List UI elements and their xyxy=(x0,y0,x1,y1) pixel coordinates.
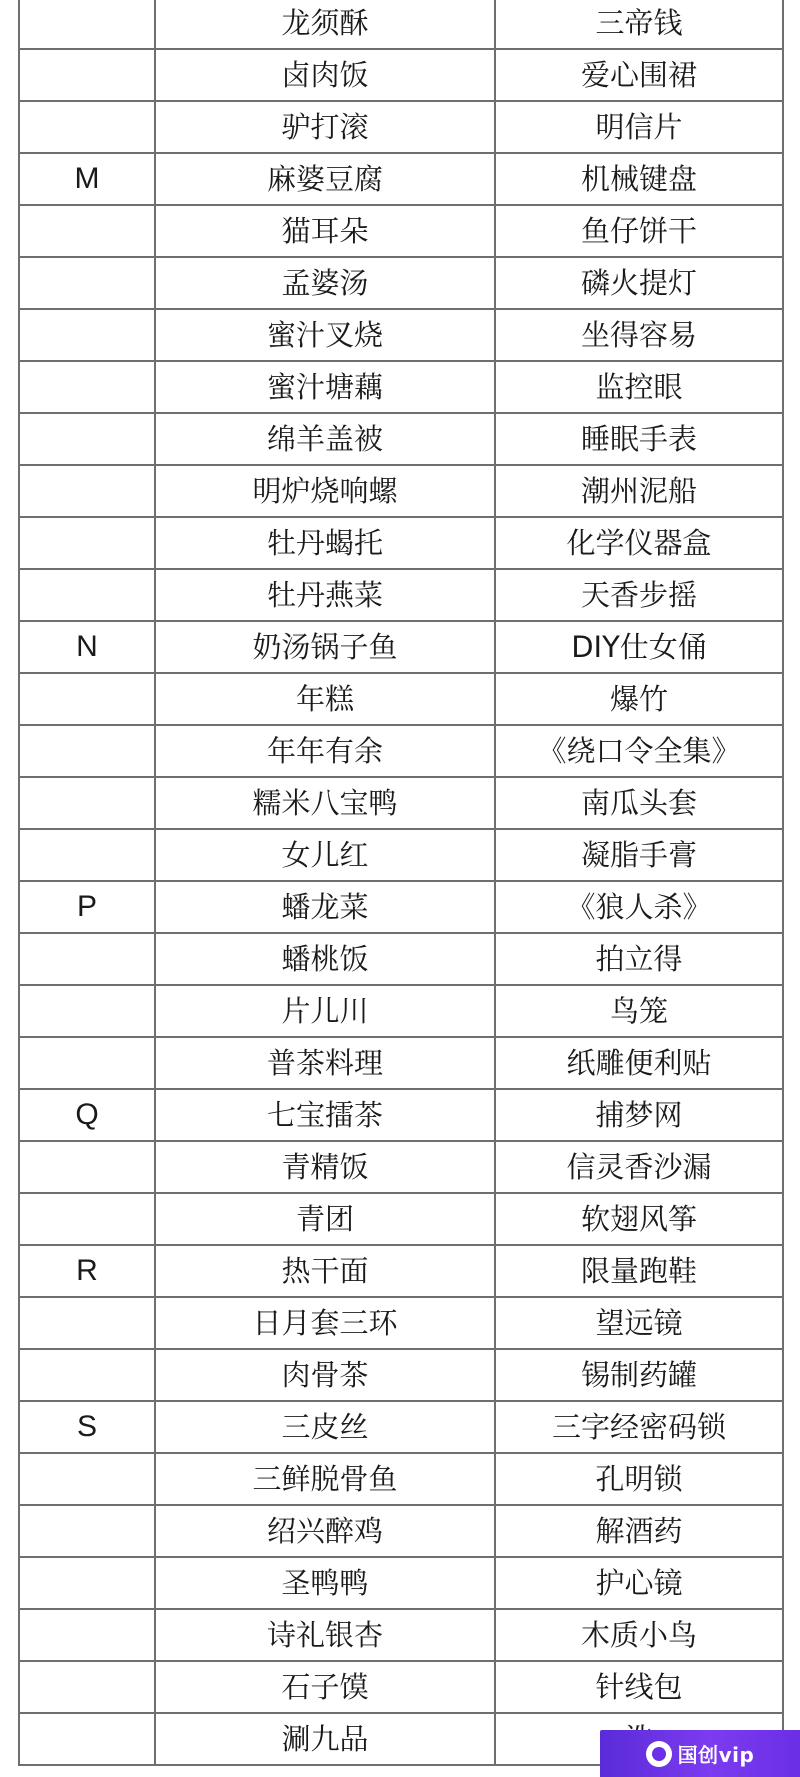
index-letter-cell xyxy=(19,361,155,413)
gift-name-cell: 限量跑鞋 xyxy=(495,1245,783,1297)
table-row xyxy=(19,1453,783,1505)
dish-name-cell: 绍兴醉鸡 xyxy=(155,1505,495,1557)
index-letter-cell xyxy=(19,1609,155,1661)
dish-name-cell: 糯米八宝鸭 xyxy=(155,777,495,829)
index-letter-cell xyxy=(19,1557,155,1609)
index-letter-cell xyxy=(19,465,155,517)
dish-name-cell: 猫耳朵 xyxy=(155,205,495,257)
dish-name-cell: 蜜汁叉烧 xyxy=(155,309,495,361)
dish-name-cell: 三皮丝 xyxy=(155,1401,495,1453)
dish-name-cell: 奶汤锅子鱼 xyxy=(155,621,495,673)
dish-name-cell: 热干面 xyxy=(155,1245,495,1297)
dish-name-cell: 年年有余 xyxy=(155,725,495,777)
table-row xyxy=(19,205,783,257)
gift-name-cell: 坐得容易 xyxy=(495,309,783,361)
index-letter-cell xyxy=(19,725,155,777)
table-row xyxy=(19,49,783,101)
gift-name-cell: 爱心围裙 xyxy=(495,49,783,101)
dish-name-cell: 驴打滚 xyxy=(155,101,495,153)
gift-name-cell: 护心镜 xyxy=(495,1557,783,1609)
table-row xyxy=(19,1609,783,1661)
table-row xyxy=(19,985,783,1037)
table-row xyxy=(19,777,783,829)
table-row xyxy=(19,1505,783,1557)
gift-name-cell: 针线包 xyxy=(495,1661,783,1713)
table-row xyxy=(19,1297,783,1349)
table-row xyxy=(19,101,783,153)
index-letter-cell xyxy=(19,49,155,101)
index-letter-cell xyxy=(19,829,155,881)
index-letter-cell xyxy=(19,0,155,49)
dish-name-cell: 牡丹燕菜 xyxy=(155,569,495,621)
gift-name-cell: 软翅风筝 xyxy=(495,1193,783,1245)
dish-name-cell: 蟠龙菜 xyxy=(155,881,495,933)
gift-name-cell: 拍立得 xyxy=(495,933,783,985)
dish-name-cell: 肉骨茶 xyxy=(155,1349,495,1401)
table-row xyxy=(19,0,783,49)
gift-name-cell: 天香步摇 xyxy=(495,569,783,621)
index-letter-cell: Q xyxy=(19,1089,155,1141)
index-letter-cell: R xyxy=(19,1245,155,1297)
gift-name-cell: 孔明锁 xyxy=(495,1453,783,1505)
dish-name-cell: 女儿红 xyxy=(155,829,495,881)
dish-name-cell: 麻婆豆腐 xyxy=(155,153,495,205)
dish-name-cell: 蜜汁塘藕 xyxy=(155,361,495,413)
table-row xyxy=(19,569,783,621)
dish-name-cell: 绵羊盖被 xyxy=(155,413,495,465)
watermark-badge xyxy=(600,1730,800,1777)
dish-name-cell: 蟠桃饭 xyxy=(155,933,495,985)
table-row xyxy=(19,257,783,309)
gift-name-cell: 南瓜头套 xyxy=(495,777,783,829)
gift-name-cell: 潮州泥船 xyxy=(495,465,783,517)
index-letter-cell: P xyxy=(19,881,155,933)
table-row xyxy=(19,829,783,881)
dish-name-cell: 圣鸭鸭 xyxy=(155,1557,495,1609)
index-letter-cell xyxy=(19,205,155,257)
gift-name-cell: 捕梦网 xyxy=(495,1089,783,1141)
dish-name-cell: 孟婆汤 xyxy=(155,257,495,309)
watermark-text: 国创vip xyxy=(677,1743,755,1767)
index-letter-cell xyxy=(19,1193,155,1245)
dish-name-cell: 诗礼银杏 xyxy=(155,1609,495,1661)
index-letter-cell xyxy=(19,1453,155,1505)
table-row xyxy=(19,309,783,361)
table-row xyxy=(19,1245,783,1297)
gift-name-cell: 鱼仔饼干 xyxy=(495,205,783,257)
watermark-logo-icon xyxy=(646,1741,672,1767)
table-row xyxy=(19,621,783,673)
gift-name-cell: 木质小鸟 xyxy=(495,1609,783,1661)
index-letter-cell xyxy=(19,257,155,309)
index-letter-cell xyxy=(19,309,155,361)
gift-name-cell: 信灵香沙漏 xyxy=(495,1141,783,1193)
dish-name-cell: 片儿川 xyxy=(155,985,495,1037)
dish-name-cell: 青精饭 xyxy=(155,1141,495,1193)
table-row xyxy=(19,1557,783,1609)
table-row xyxy=(19,153,783,205)
table-row xyxy=(19,1661,783,1713)
dish-name-cell: 涮九品 xyxy=(155,1713,495,1765)
index-letter-cell xyxy=(19,1505,155,1557)
table-row xyxy=(19,725,783,777)
index-letter-cell xyxy=(19,517,155,569)
table-row xyxy=(19,933,783,985)
gift-name-cell: 爆竹 xyxy=(495,673,783,725)
table-row xyxy=(19,1401,783,1453)
gift-name-cell: 《绕口令全集》 xyxy=(495,725,783,777)
table-row xyxy=(19,1349,783,1401)
dish-name-cell: 龙须酥 xyxy=(155,0,495,49)
dish-name-cell: 石子馍 xyxy=(155,1661,495,1713)
dish-name-cell: 青团 xyxy=(155,1193,495,1245)
table-row xyxy=(19,517,783,569)
table-row xyxy=(19,673,783,725)
gift-name-cell: 明信片 xyxy=(495,101,783,153)
index-letter-cell xyxy=(19,933,155,985)
dish-name-cell: 明炉烧响螺 xyxy=(155,465,495,517)
index-letter-cell xyxy=(19,1713,155,1765)
table-row xyxy=(19,1193,783,1245)
gift-name-cell: 纸雕便利贴 xyxy=(495,1037,783,1089)
gift-name-cell: DIY仕女俑 xyxy=(495,621,783,673)
index-letter-cell xyxy=(19,1661,155,1713)
table-row xyxy=(19,881,783,933)
table-row xyxy=(19,465,783,517)
gift-name-cell: 解酒药 xyxy=(495,1505,783,1557)
index-letter-cell xyxy=(19,413,155,465)
index-letter-cell: N xyxy=(19,621,155,673)
table-row xyxy=(19,1037,783,1089)
index-letter-cell xyxy=(19,569,155,621)
dish-name-cell: 牡丹蝎托 xyxy=(155,517,495,569)
gift-name-cell: 监控眼 xyxy=(495,361,783,413)
gift-name-cell: 三字经密码锁 xyxy=(495,1401,783,1453)
index-letter-cell xyxy=(19,1141,155,1193)
gift-name-cell: 三帝钱 xyxy=(495,0,783,49)
dish-gift-table xyxy=(18,0,784,1766)
index-letter-cell xyxy=(19,777,155,829)
table-row xyxy=(19,1089,783,1141)
gift-name-cell: 机械键盘 xyxy=(495,153,783,205)
index-letter-cell xyxy=(19,985,155,1037)
gift-name-cell: 睡眠手表 xyxy=(495,413,783,465)
gift-name-cell: 磷火提灯 xyxy=(495,257,783,309)
index-letter-cell xyxy=(19,1037,155,1089)
index-letter-cell: S xyxy=(19,1401,155,1453)
index-letter-cell xyxy=(19,101,155,153)
dish-name-cell: 年糕 xyxy=(155,673,495,725)
dish-name-cell: 七宝擂茶 xyxy=(155,1089,495,1141)
table-row xyxy=(19,413,783,465)
index-letter-cell xyxy=(19,673,155,725)
gift-name-cell: 望远镜 xyxy=(495,1297,783,1349)
gift-name-cell: 凝脂手膏 xyxy=(495,829,783,881)
index-letter-cell xyxy=(19,1297,155,1349)
table-row xyxy=(19,1141,783,1193)
table-body xyxy=(19,0,783,1765)
index-letter-cell: M xyxy=(19,153,155,205)
table-row xyxy=(19,361,783,413)
index-letter-cell xyxy=(19,1349,155,1401)
gift-name-cell: 鸟笼 xyxy=(495,985,783,1037)
dish-name-cell: 日月套三环 xyxy=(155,1297,495,1349)
gift-name-cell: 化学仪器盒 xyxy=(495,517,783,569)
dish-name-cell: 普茶料理 xyxy=(155,1037,495,1089)
dish-name-cell: 卤肉饭 xyxy=(155,49,495,101)
dish-name-cell: 三鲜脱骨鱼 xyxy=(155,1453,495,1505)
gift-name-cell: 《狼人杀》 xyxy=(495,881,783,933)
gift-name-cell: 锡制药罐 xyxy=(495,1349,783,1401)
